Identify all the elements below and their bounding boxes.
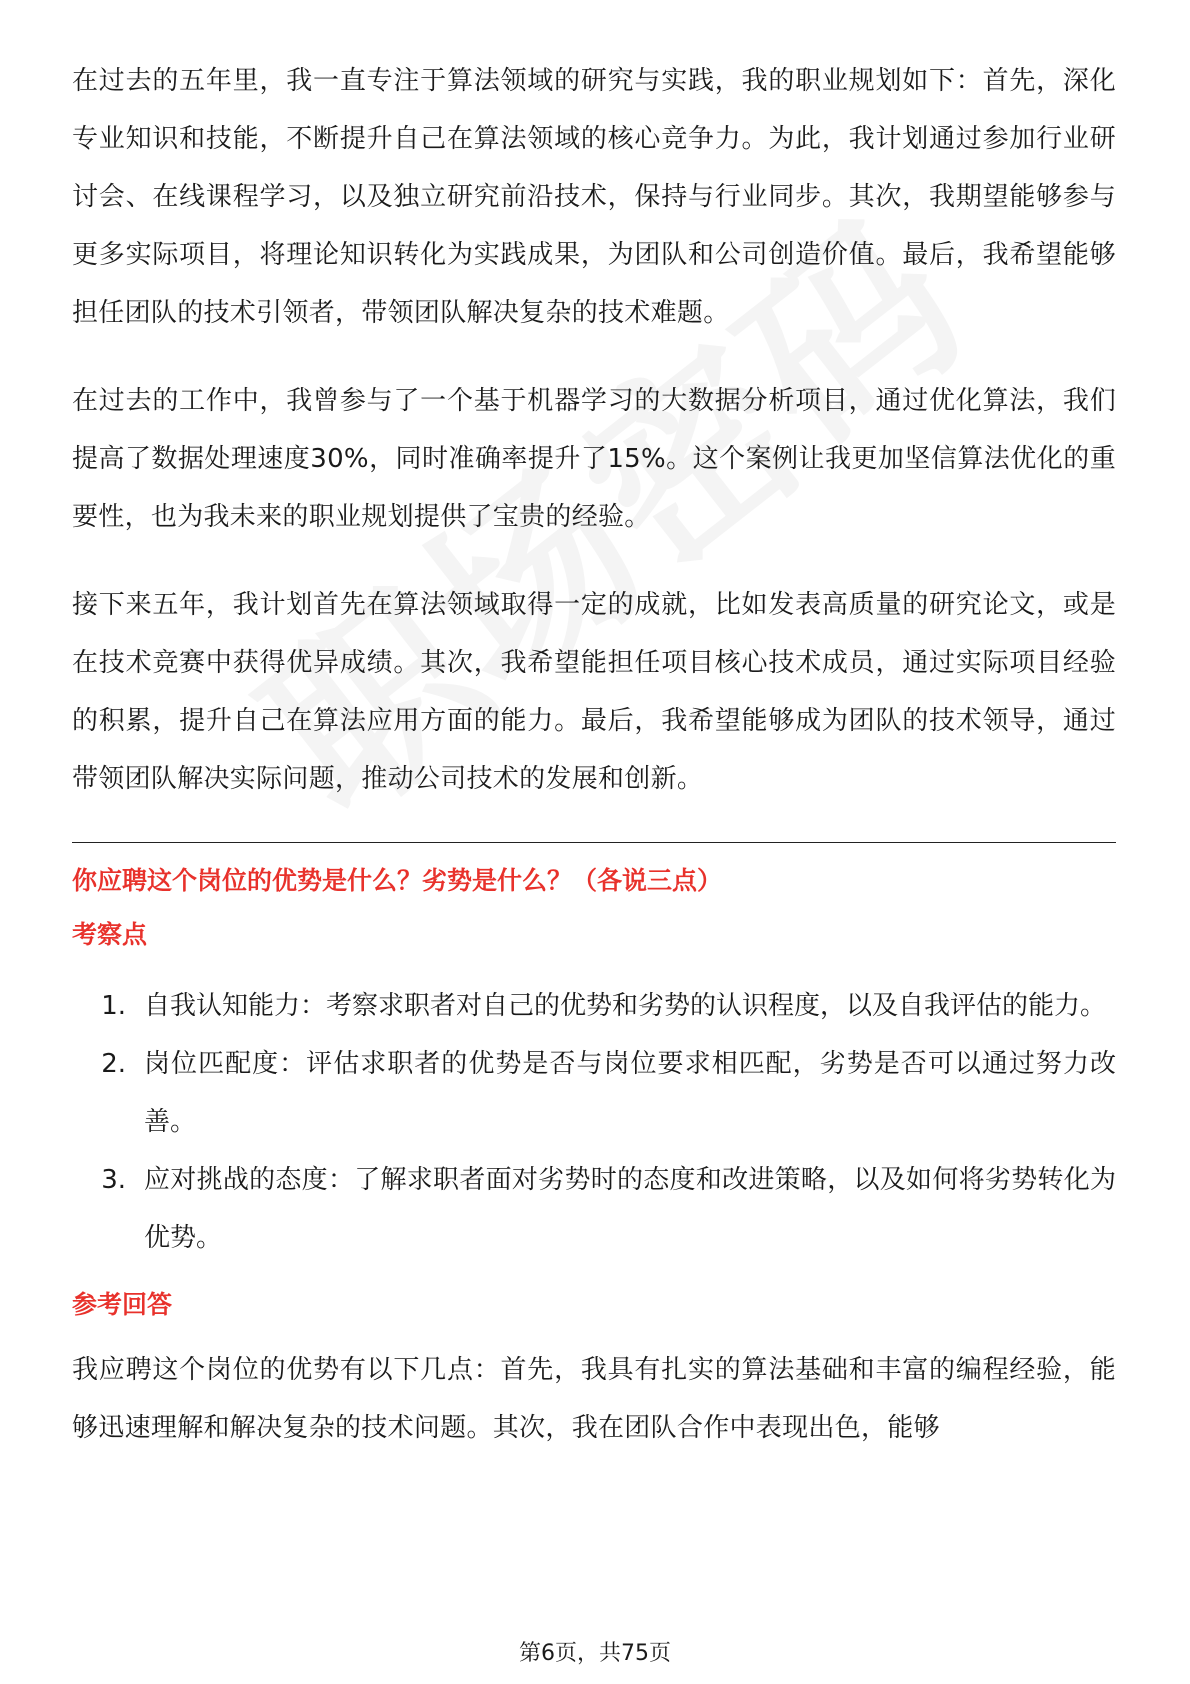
list-item-text: 岗位匹配度：评估求职者的优势是否与岗位要求相匹配，劣势是否可以通过努力改善。 [144,1049,1116,1137]
section-heading-check-points: 考察点 [72,920,148,949]
list-item [72,1035,1116,1151]
list-item-number: 2. [101,1049,126,1079]
list-item-number: 1. [101,991,126,1021]
page-number-footer: 第6页，共75页 [519,1641,671,1666]
list-item-text: 应对挑战的态度：了解求职者面对劣势时的态度和改进策略，以及如何将劣势转化为优势。 [144,1165,1116,1253]
check-points-list [72,977,1116,1267]
paragraph-career-plan: 在过去的五年里，我一直专注于算法领域的研究与实践，我的职业规划如下：首先，深化专业知识和技能，不断提升自己在算法领域的核心竞争力。为此，我计划通过参加行业研讨会、在线课程学习，以及独立研究前沿技术，保持与行业同步。其次，我期望能够参与更多实际项目，将理论知识转化为实践成果，为团队和公司创造价值。最后，我希望能够担任团队的技术引领者，带领团队解决复杂的技术难题。 [72,66,1116,328]
paragraph-next-five-years: 接下来五年，我计划首先在算法领域取得一定的成就，比如发表高质量的研究论文，或是在技术竞赛中获得优异成绩。其次，我希望能担任项目核心技术成员，通过实际项目经验的积累，提升自己在算法应用方面的能力。最后，我希望能够成为团队的技术领导，通过带领团队解决实际问题，推动公司技术的发展和创新。 [72,590,1116,794]
section-divider [72,842,1116,843]
list-item-text: 自我认知能力：考察求职者对自己的优势和劣势的认识程度，以及自我评估的能力。 [144,991,1107,1021]
list-item-number: 3. [101,1165,126,1195]
paragraph-reference-answer: 我应聘这个岗位的优势有以下几点：首先，我具有扎实的算法基础和丰富的编程经验，能够迅速理解和解决复杂的技术问题。其次，我在团队合作中表现出色，能够 [72,1355,1116,1443]
list-item [72,1151,1116,1267]
document-page [72,52,1116,1457]
question-heading: 你应聘这个岗位的优势是什么？劣势是什么？（各说三点） [72,866,723,895]
paragraph-project-case: 在过去的工作中，我曾参与了一个基于机器学习的大数据分析项目，通过优化算法，我们提高了数据处理速度30%，同时准确率提升了15%。这个案例让我更加坚信算法优化的重要性，也为我未来的职业规划提供了宝贵的经验。 [72,386,1116,532]
list-item [72,977,1116,1035]
section-heading-reference-answer: 参考回答 [72,1290,173,1319]
